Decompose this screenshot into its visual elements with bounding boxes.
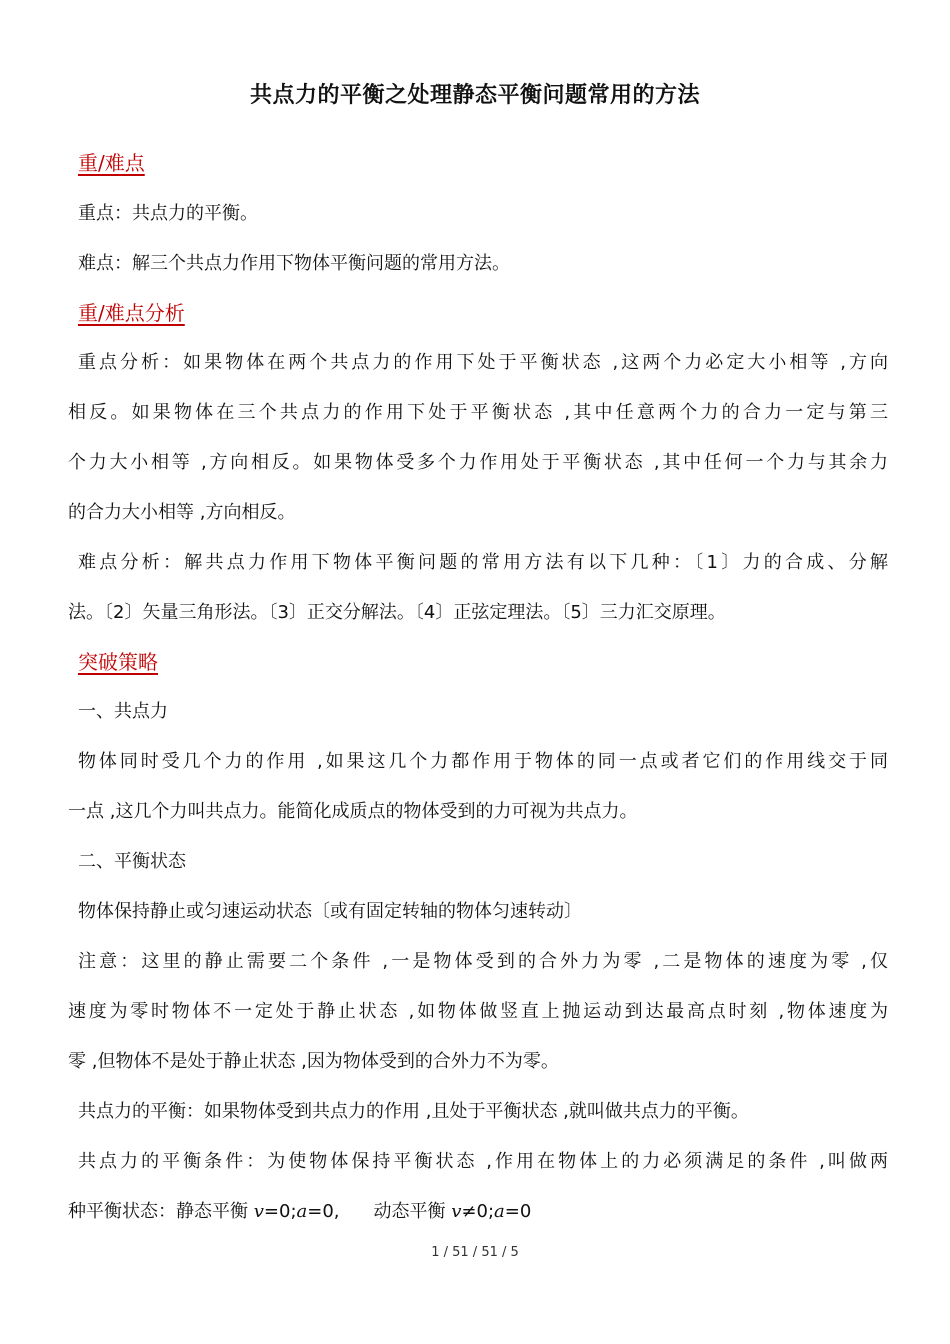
note-line-3: 零 ,但物体不是处于静止状态 ,因为物体受到的合外力不为零。 (68, 1051, 559, 1072)
equilibrium-condition-line: 共点力的平衡条件：为使物体保持平衡状态 ,作用在物体上的力必须满足的条件 ,叫做两 (78, 1151, 888, 1172)
difficult-analysis-line-1: 难点分析：解共点力作用下物体平衡问题的常用方法有以下几种：〔1〕力的合成、分解 (78, 552, 888, 573)
page-number-footer: 1 / 51 / 51 / 5 (431, 1245, 519, 1260)
static-label: 静态平衡 (176, 1201, 254, 1222)
key-point-text: 重点：共点力的平衡。 (78, 203, 258, 224)
note-line-1: 注意：这里的静止需要二个条件 ,一是物体受到的合外力为零 ,二是物体的速度为零 ,仅 (78, 951, 888, 972)
dynamic-velocity-value: ≠0; (461, 1201, 495, 1222)
section-heading-strategy: 突破策略 (78, 650, 158, 674)
key-analysis-line-4: 的合力大小相等 ,方向相反。 (68, 502, 296, 523)
note-line-2: 速度为零时物体不一定处于静止状态 ,如物体做竖直上抛运动到达最高点时刻 ,物体速度为 (68, 1001, 888, 1022)
section-heading-difficulty: 重/难点 (78, 151, 145, 175)
document-title: 共点力的平衡之处理静态平衡问题常用的方法 (249, 83, 700, 108)
key-analysis-line-2: 相反。如果物体在三个共点力的作用下处于平衡状态 ,其中任意两个力的合力一定与第三 (68, 402, 888, 423)
dynamic-acceleration-value: =0 (504, 1201, 532, 1222)
part2-line: 物体保持静止或匀速运动状态〔或有固定转轴的物体匀速转动〕 (78, 901, 582, 922)
part2-title: 二、平衡状态 (78, 851, 186, 872)
static-velocity-symbol: v (253, 1201, 264, 1222)
states-prefix: 种平衡状态： (68, 1201, 176, 1222)
dynamic-equilibrium (374, 1201, 532, 1222)
equilibrium-states-line (68, 1197, 888, 1227)
dynamic-acceleration-symbol: a (494, 1201, 505, 1222)
part1-title: 一、共点力 (78, 701, 168, 722)
difficult-analysis-line-2: 法。〔2〕矢量三角形法。〔3〕正交分解法。〔4〕正弦定理法。〔5〕三力汇交原理。 (68, 602, 726, 623)
equilibrium-definition: 共点力的平衡：如果物体受到共点力的作用 ,且处于平衡状态 ,就叫做共点力的平衡。 (78, 1101, 749, 1122)
section-heading-analysis: 重/难点分析 (78, 301, 185, 325)
static-equilibrium (176, 1201, 340, 1222)
key-analysis-line-1: 重点分析：如果物体在两个共点力的作用下处于平衡状态 ,这两个力必定大小相等 ,方向 (78, 352, 888, 373)
difficult-point-text: 难点：解三个共点力作用下物体平衡问题的常用方法。 (78, 253, 510, 274)
key-analysis-line-3: 个力大小相等 ,方向相反。如果物体受多个力作用处于平衡状态 ,其中任何一个力与其余力 (68, 452, 888, 473)
part1-line-1: 物体同时受几个力的作用 ,如果这几个力都作用于物体的同一点或者它们的作用线交于同 (78, 751, 888, 772)
dynamic-label: 动态平衡 (373, 1201, 452, 1222)
static-velocity-value: =0; (263, 1201, 297, 1222)
dynamic-velocity-symbol: v (451, 1201, 462, 1222)
part1-line-2: 一点 ,这几个力叫共点力。能简化成质点的物体受到的力可视为共点力。 (68, 801, 638, 822)
static-acceleration-symbol: a (296, 1201, 308, 1222)
static-acceleration-value: =0, (307, 1201, 340, 1222)
